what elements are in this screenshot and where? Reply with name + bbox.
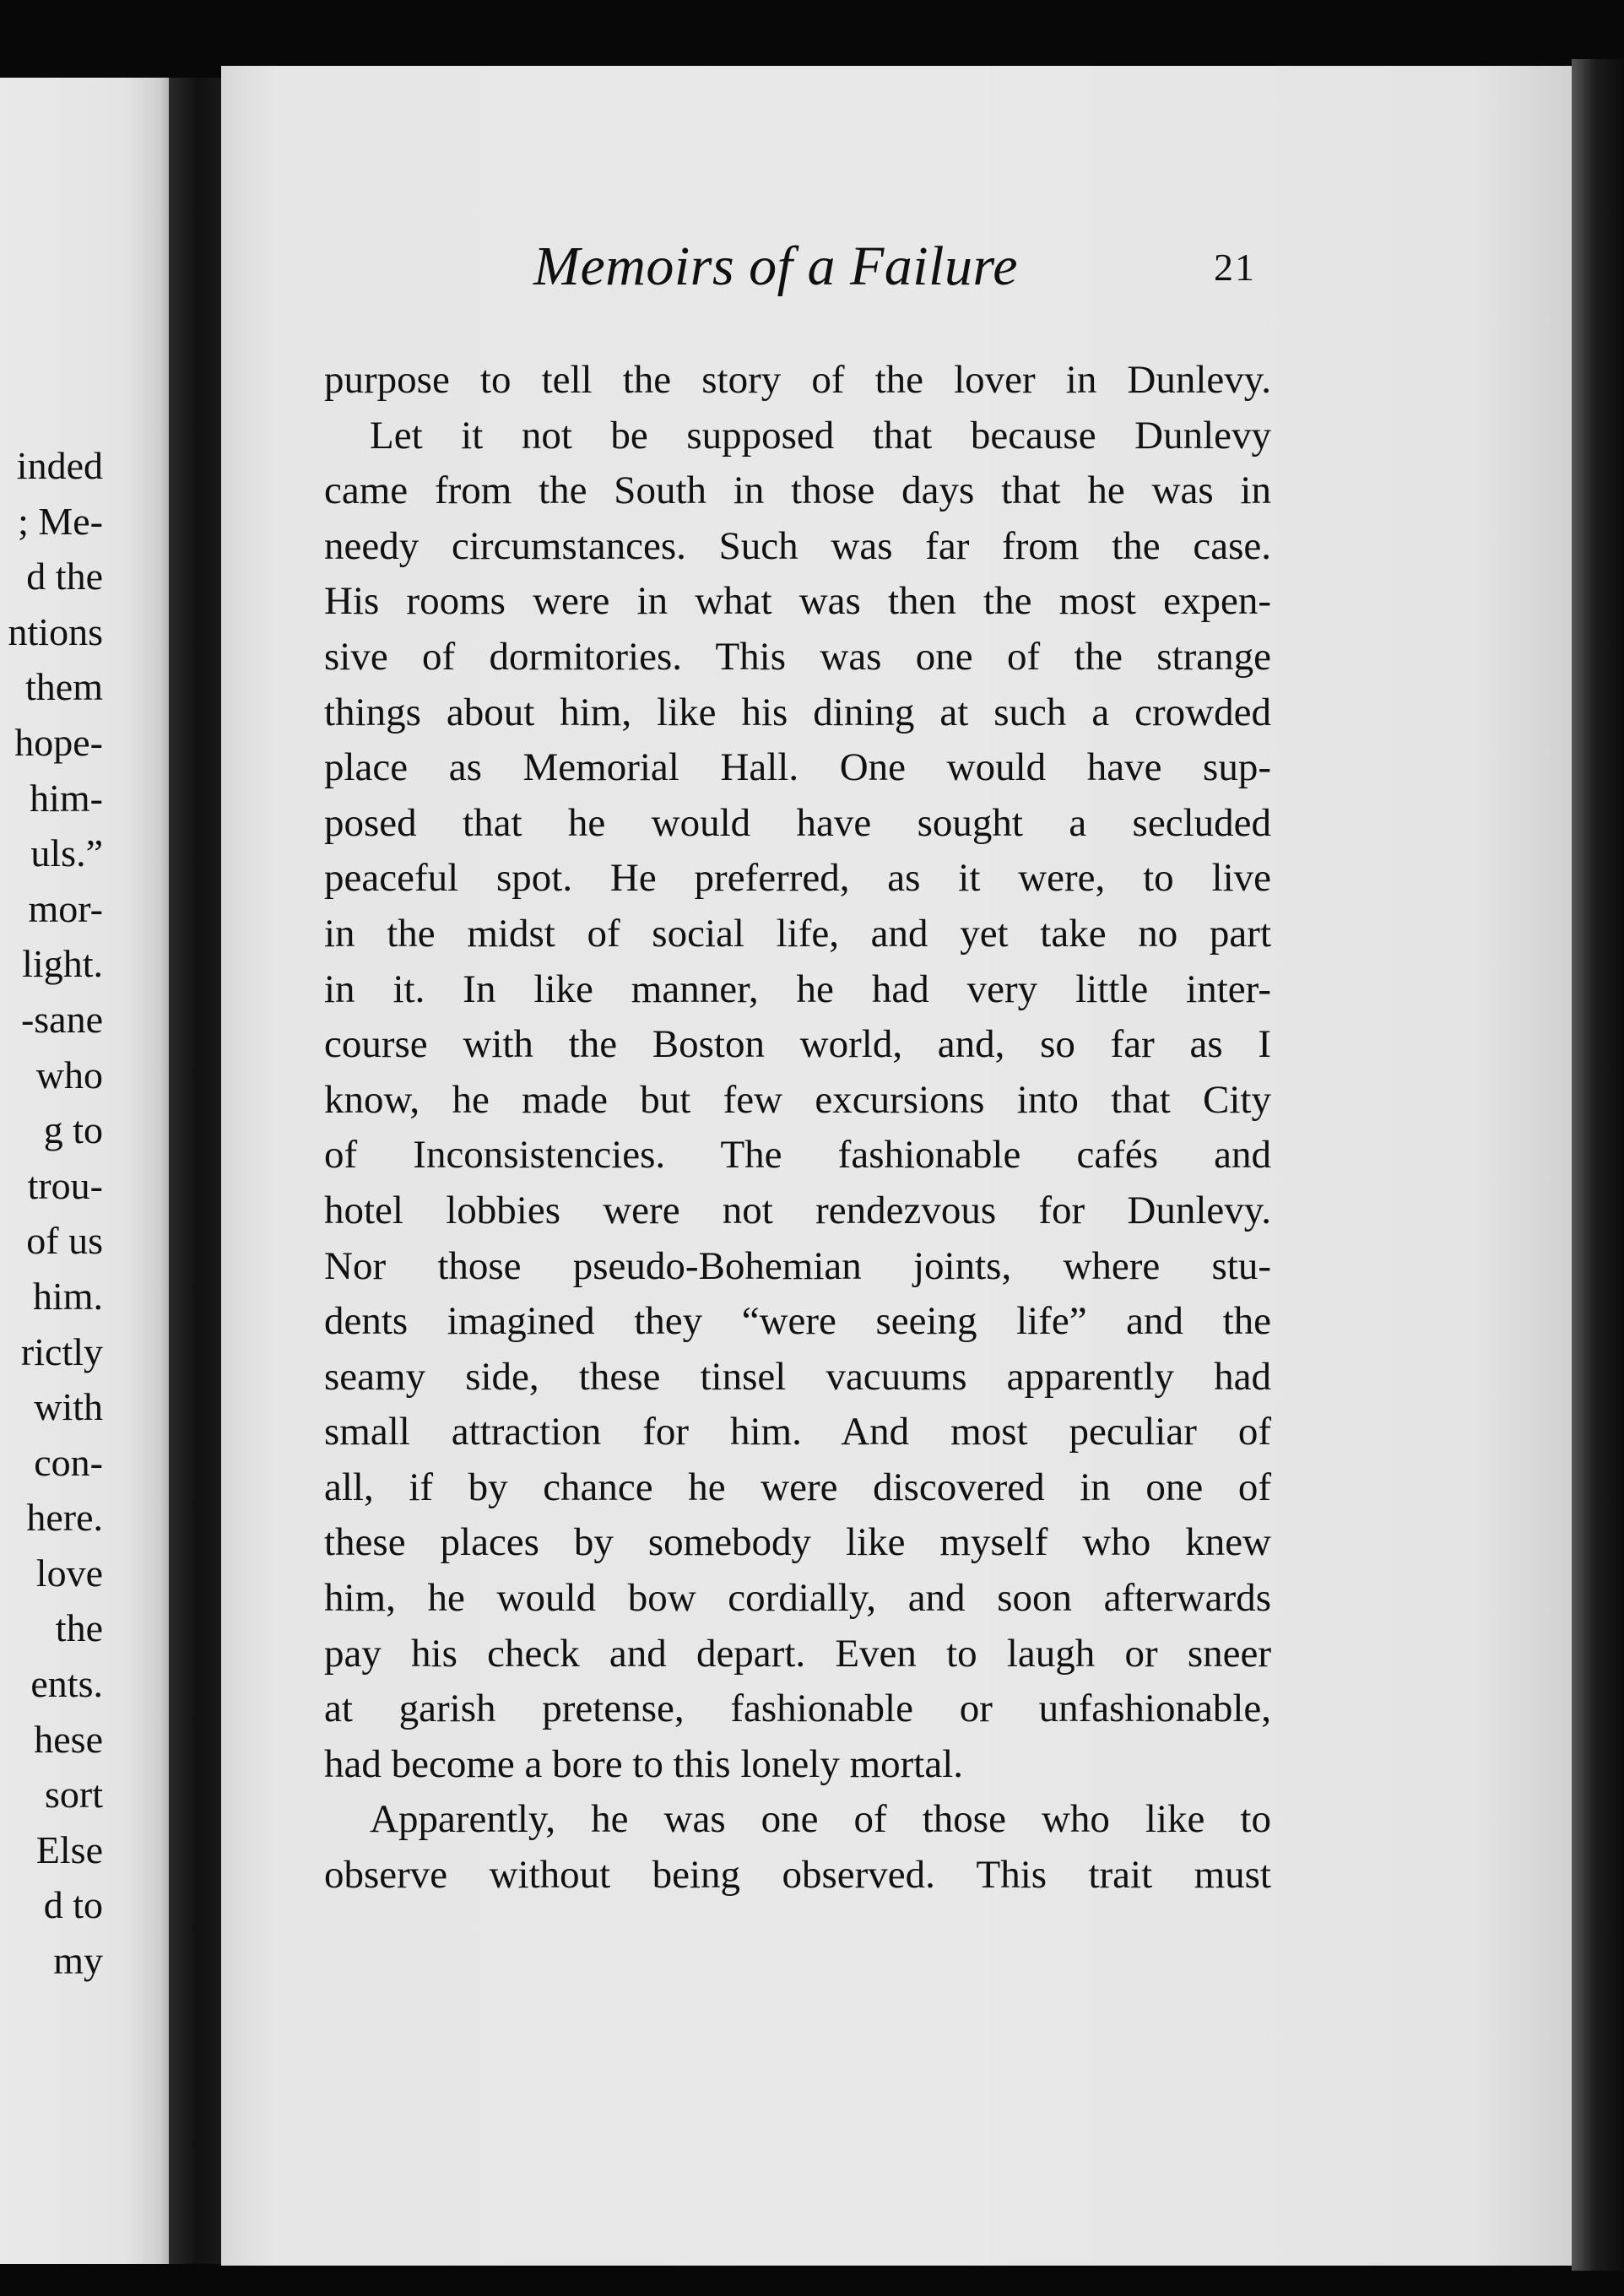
text-line: hotel lobbies were not rendezvous for Dunlevy.: [324, 1188, 1271, 1232]
left-page-line: g to: [43, 1108, 103, 1152]
text-line: Let it not be supposed that because Dunlevy: [370, 413, 1271, 458]
text-line: came from the South in those days that he was in: [324, 468, 1271, 513]
left-page-line: them: [25, 665, 103, 709]
text-line: seamy side, these tinsel vacuums apparently had: [324, 1354, 1271, 1399]
running-head: Memoirs of a Failure: [533, 236, 1018, 297]
left-page-line: him.: [32, 1274, 103, 1318]
text-line: know, he made but few excursions into that City: [324, 1077, 1271, 1122]
left-page-line: inded: [16, 444, 103, 487]
left-page-line: rictly: [20, 1329, 103, 1373]
text-line: His rooms were in what was then the most expen-: [324, 579, 1271, 624]
left-page-line: light.: [22, 942, 103, 986]
left-page-line: mor-: [28, 886, 103, 930]
left-page-line: the: [55, 1606, 103, 1650]
right-page-edge: [1572, 59, 1624, 2271]
text-line: pay his check and depart. Even to laugh or sneer: [324, 1631, 1271, 1676]
left-page-line: ntions: [8, 609, 103, 653]
left-page-line: with: [34, 1385, 103, 1429]
text-line: Nor those pseudo-Bohemian joints, where stu-: [324, 1243, 1271, 1288]
text-line: him, he would bow cordially, and soon afterwards: [324, 1576, 1271, 1621]
left-page-line: sort: [45, 1773, 103, 1817]
text-line: observe without being observed. This trait must: [324, 1853, 1271, 1898]
left-page-line: my: [53, 1939, 103, 1983]
text-line: posed that he would have sought a secluded: [324, 800, 1271, 845]
left-page-line: ents.: [30, 1662, 103, 1706]
text-line: at garish pretense, fashionable or unfashionable,: [324, 1687, 1271, 1731]
page-number: 21: [1214, 246, 1256, 289]
left-page-line: con-: [34, 1440, 103, 1484]
text-line: these places by somebody like myself who knew: [324, 1520, 1271, 1565]
text-line: in the midst of social life, and yet take no part: [324, 911, 1271, 956]
text-line: Apparently, he was one of those who like to: [370, 1797, 1271, 1842]
text-line: purpose to tell the story of the lover in Dunlevy.: [324, 358, 1271, 402]
left-page-line: him-: [30, 776, 103, 820]
text-line: needy circumstances. Such was far from the case.: [324, 523, 1271, 568]
left-page-line: here.: [26, 1496, 103, 1540]
left-page-line: d to: [43, 1883, 103, 1927]
text-line: peaceful spot. He preferred, as it were, to live: [324, 856, 1271, 901]
text-line: sive of dormitories. This was one of the strange: [324, 634, 1271, 679]
text-line: all, if by chance he were discovered in one of: [324, 1465, 1271, 1509]
text-line: small attraction for him. And most peculiar of: [324, 1410, 1271, 1454]
left-page-line: love: [35, 1551, 103, 1595]
left-page-line: uls.”: [30, 831, 103, 875]
left-page-line: Else: [35, 1828, 103, 1871]
text-line: dents imagined they “were seeing life” and the: [324, 1299, 1271, 1344]
left-page-line: of us: [26, 1219, 103, 1263]
left-page-line: trou-: [27, 1163, 103, 1207]
text-line: in it. In like manner, he had very little inter-: [324, 967, 1271, 1011]
text-line: had become a bore to this lonely mortal.: [324, 1741, 964, 1786]
text-line: things about him, like his dining at such a crowded: [324, 690, 1271, 734]
text-line: of Inconsistencies. The fashionable cafés and: [324, 1133, 1271, 1178]
left-facing-page: [0, 78, 177, 2264]
left-page-text: [8, 438, 103, 1989]
left-page-line: ; Me-: [18, 499, 103, 543]
left-page-line: hese: [34, 1717, 103, 1761]
body-text: [324, 353, 1271, 1903]
left-page-line: -sane: [20, 997, 103, 1041]
text-line: course with the Boston world, and, so far as I: [324, 1022, 1271, 1067]
left-page-line: hope-: [14, 720, 103, 764]
left-page-line: who: [35, 1053, 103, 1097]
text-line: place as Memorial Hall. One would have sup-: [324, 745, 1271, 790]
left-page-line: d the: [26, 555, 103, 598]
